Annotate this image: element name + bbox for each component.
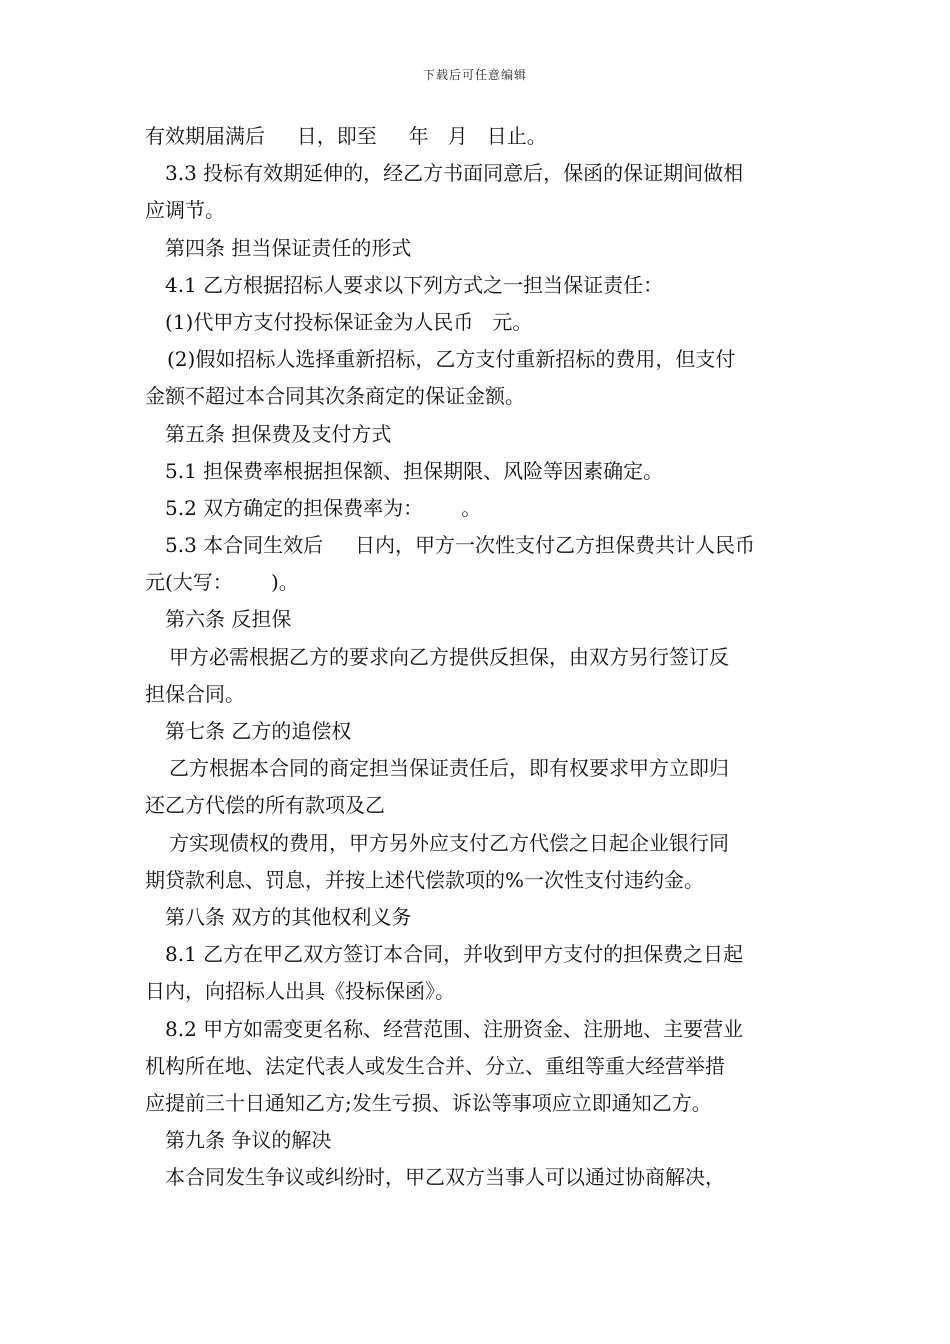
text-line: 元(大写： )。: [145, 570, 299, 595]
text-line: 机构所在地、法定代表人或发生合并、分立、重组等重大经营举措: [145, 1053, 725, 1078]
text-line: 5.2 双方确定的担保费率为： 。: [165, 495, 482, 520]
text-line: 应提前三十日通知乙方;发生亏损、诉讼等事项应立即通知乙方。: [145, 1090, 712, 1115]
text-line: 3.3 投标有效期延伸的，经乙方书面同意后，保函的保证期间做相: [165, 161, 744, 186]
text-line: 4.1 乙方根据招标人要求以下列方式之一担当保证责任：: [165, 272, 664, 297]
text-line: (2)假如招标人选择重新招标，乙方支付重新招标的费用，但支付: [167, 347, 736, 372]
text-line: 方实现债权的费用，甲方另外应支付乙方代偿之日起企业银行同: [169, 830, 729, 855]
document-body: [145, 118, 810, 1196]
article-heading: 第七条 乙方的追偿权: [165, 719, 352, 743]
text-line: 乙方根据本合同的商定担当保证责任后，即有权要求甲方立即归: [169, 756, 729, 781]
text-line: 金额不超过本合同其次条商定的保证金额。: [145, 384, 525, 409]
text-line: 有效期届满后 日，即至 年 月 日止。: [145, 124, 547, 148]
text-line: 8.2 甲方如需变更名称、经营范围、注册资金、注册地、主要营业: [165, 1016, 744, 1041]
article-heading: 第六条 反担保: [165, 607, 292, 632]
text-line: 本合同发生争议或纠纷时，甲乙双方当事人可以通过协商解决，: [165, 1165, 725, 1190]
text-line: 期贷款利息、罚息，并按上述代偿款项的%一次性支付违约金。: [145, 867, 705, 892]
text-line: 5.1 担保费率根据担保额、担保期限、风险等因素确定。: [165, 458, 664, 483]
text-line: 担保合同。: [145, 681, 245, 706]
text-line: 甲方必需根据乙方的要求向乙方提供反担保，由双方另行签订反: [169, 644, 729, 669]
text-line: (1)代甲方支付投标保证金为人民币 元。: [165, 309, 533, 334]
text-line: 8.1 乙方在甲乙双方签订本合同，并收到甲方支付的担保费之日起: [165, 942, 744, 967]
text-line: 日内，向招标人出具《投标保函》。: [145, 979, 455, 1004]
article-heading: 第四条 担当保证责任的形式: [165, 235, 412, 260]
article-heading: 第八条 双方的其他权利义务: [165, 904, 412, 929]
text-line: 应调节。: [145, 198, 225, 223]
text-line: 5.3 本合同生效后 日内，甲方一次性支付乙方担保费共计人民币: [165, 533, 755, 558]
text-line: 还乙方代偿的所有款项及乙: [145, 793, 385, 818]
article-heading: 第五条 担保费及支付方式: [165, 421, 392, 446]
page-header: 下载后可任意编辑: [422, 68, 527, 82]
article-heading: 第九条 争议的解决: [165, 1128, 332, 1153]
